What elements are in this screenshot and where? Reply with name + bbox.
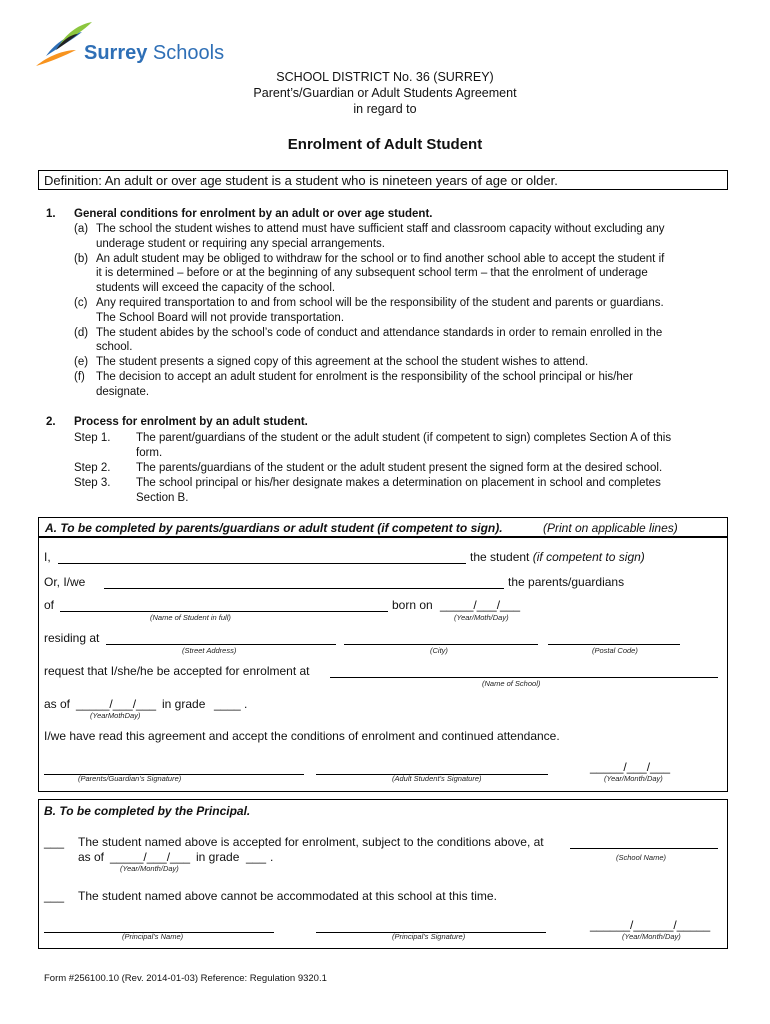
- surrey-schools-logo: [34, 20, 244, 72]
- section-a-note: (Print on applicable lines): [543, 521, 678, 535]
- condition-text-line: designate.: [96, 385, 150, 398]
- rejected-text: The student named above cannot be accommodated at this school at this time.: [78, 889, 497, 903]
- condition-label: (b): [74, 252, 89, 265]
- header-district: SCHOOL DISTRICT No. 36 (SURREY): [276, 70, 494, 84]
- residing-at-label: residing at: [44, 631, 100, 645]
- accepted-checkbox[interactable]: ___: [44, 835, 65, 849]
- condition-label: (e): [74, 356, 89, 369]
- principal-school-name-line[interactable]: [570, 836, 718, 854]
- request-label: request that I/she/he be accepted for enrolment at: [44, 664, 310, 678]
- section2-heading: Process for enrolment by an adult student.: [74, 416, 308, 428]
- caption-b-as-of: (Year/Month/Day): [120, 864, 179, 873]
- header-agreement: Parent’s/Guardian or Adult Students Agreement: [253, 86, 517, 100]
- caption-parent-sig: (Parents/Guardian’s Signature): [78, 774, 182, 783]
- condition-text-line: An adult student may be obliged to withdraw for the school or to find another school able to accept the student if: [96, 252, 665, 265]
- step-label: Step 1.: [74, 432, 111, 444]
- section-a-header-box: [38, 517, 728, 537]
- in-grade-label: in grade: [162, 697, 206, 711]
- condition-label: (c): [74, 297, 88, 309]
- parents-guardians-label: the parents/guardians: [508, 575, 625, 589]
- orwe-label: Or, I/we: [44, 575, 86, 589]
- caption-principal-date: (Year/Month/Day): [622, 932, 681, 941]
- header-regard: in regard to: [353, 102, 417, 116]
- page-title: Enrolment of Adult Student: [287, 136, 483, 153]
- b-as-of-label: as of: [78, 850, 105, 864]
- form-footer: Form #256100.10 (Rev. 2014-01-03) Reference: Regulation 9320.1: [44, 973, 327, 984]
- condition-text-line: it is determined – before or at the beginning of any subsequent school term – that the enrolment of underage: [96, 267, 648, 280]
- of-label: of: [44, 598, 55, 612]
- condition-label: (f): [74, 371, 85, 383]
- condition-text-line: school.: [96, 341, 133, 354]
- condition-text-line: students will exceed the capacity of the school.: [96, 281, 336, 294]
- principal-date-field[interactable]: ______/______/_____: [590, 918, 711, 932]
- caption-birth-date: (Year/Moth/Day): [454, 613, 509, 622]
- b-in-grade-label: in grade: [196, 850, 240, 864]
- rejected-checkbox[interactable]: ___: [44, 889, 65, 903]
- caption-street: (Street Address): [182, 646, 237, 655]
- condition-label: (d): [74, 326, 89, 339]
- student-name-line[interactable]: [58, 551, 466, 569]
- condition-text-line: The decision to accept an adult student for enrolment is the responsibility of the school principal or his/her: [96, 371, 633, 383]
- caption-student-name: (Name of Student in full): [150, 613, 231, 622]
- period: .: [244, 697, 248, 711]
- condition-label: (a): [74, 223, 89, 235]
- step-text-line: The parents/guardians of the student or the adult student present the signed form at the desired school.: [136, 462, 663, 474]
- condition-text-line: The student presents a signed copy of this agreement at the school the student wishes to attend.: [96, 356, 589, 369]
- accepted-text: The student named above is accepted for enrolment, subject to the conditions above, at: [78, 835, 544, 849]
- caption-principal-name: (Principal’s Name): [122, 932, 184, 941]
- caption-as-of-date: (YearMothDay): [90, 711, 141, 720]
- step-text-line: Section B.: [136, 491, 189, 504]
- step-label: Step 3.: [74, 477, 111, 489]
- section1-number: 1.: [46, 208, 56, 220]
- caption-b-school: (School Name): [616, 853, 667, 862]
- guardian-name-line[interactable]: [104, 576, 504, 594]
- as-of-date-field[interactable]: _____/___/___: [76, 697, 157, 711]
- b-grade-field[interactable]: ___: [246, 850, 267, 864]
- caption-postal: (Postal Code): [592, 646, 638, 655]
- grade-field[interactable]: ____: [214, 697, 241, 711]
- b-as-of-date-field[interactable]: _____/___/___: [110, 850, 191, 864]
- as-of-label: as of: [44, 697, 71, 711]
- the-student-label: the student (if competent to sign): [470, 550, 645, 564]
- step-text-line: The school principal or his/her designate makes a determination on placement in school and completes: [136, 477, 661, 489]
- caption-principal-sig: (Principal’s Signature): [392, 932, 466, 941]
- born-on-label: born on: [392, 598, 433, 612]
- caption-sig-date: (Year/Month/Day): [604, 774, 663, 783]
- section-b-heading: B. To be completed by the Principal.: [44, 804, 251, 818]
- section1-heading: General conditions for enrolment by an adult or over age student.: [74, 208, 433, 220]
- condition-text-line: The School Board will not provide transportation.: [96, 311, 345, 324]
- step-text-line: The parent/guardians of the student or the adult student (if competent to sign) completes Section A of this: [136, 432, 672, 444]
- condition-text-line: Any required transportation to and from school will be the responsibility of the student and parents or guardians.: [96, 297, 664, 309]
- definition-box: Definition: An adult or over age student is a student who is nineteen years of age or older.: [38, 170, 728, 190]
- condition-text-line: The school the student wishes to attend must have sufficient staff and classroom capacity without excluding any: [96, 223, 665, 235]
- agreement-text: I/we have read this agreement and accept the conditions of enrolment and continued attendance.: [44, 729, 560, 743]
- section2-number: 2.: [46, 416, 56, 428]
- b-period: .: [270, 850, 274, 864]
- i-label: I,: [44, 550, 51, 564]
- condition-text-line: underage student or requiring any special arrangements.: [96, 237, 385, 250]
- step-text-line: form.: [136, 446, 163, 459]
- caption-city: (City): [430, 646, 448, 655]
- condition-text-line: The student abides by the school’s code of conduct and attendance standards in order to remain enrolled in the: [96, 326, 663, 339]
- logo-text: Surrey Schools: [84, 42, 225, 64]
- step-label: Step 2.: [74, 462, 111, 474]
- section-a-heading: A. To be completed by parents/guardians or adult student (if competent to sign).: [45, 521, 503, 535]
- birth-date-field[interactable]: _____/___/___: [440, 598, 521, 612]
- signature-date-field[interactable]: _____/___/___: [590, 760, 671, 774]
- caption-school: (Name of School): [482, 679, 541, 688]
- caption-adult-sig: (Adult Student’s Signature): [392, 774, 482, 783]
